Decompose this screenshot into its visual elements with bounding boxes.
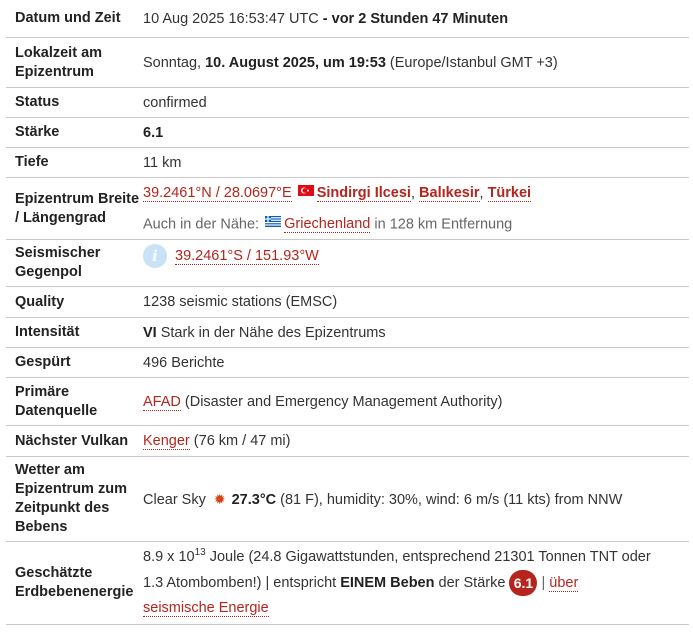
row-quality bbox=[6, 287, 689, 318]
row-energy bbox=[6, 542, 689, 625]
weather-temp: 27.3°C bbox=[231, 491, 277, 508]
info-icon[interactable]: i bbox=[143, 244, 167, 268]
energy-base: 8.9 x 10 bbox=[143, 549, 195, 565]
intensity-level: VI bbox=[143, 324, 157, 341]
label-volcano: Nächster Vulkan bbox=[15, 432, 129, 449]
label-source: Primäre Datenquelle bbox=[15, 383, 98, 419]
earthquake-details-table bbox=[6, 0, 689, 625]
datetime-value: 10 Aug 2025 16:53:47 UTC bbox=[143, 10, 319, 27]
nearby-suffix: in 128 km Entfernung bbox=[374, 215, 513, 232]
datetime-sep: - bbox=[318, 10, 332, 27]
country-link[interactable]: Türkei bbox=[487, 184, 532, 201]
label-magnitude: Stärke bbox=[15, 124, 60, 140]
intensity-text: Stark in der Nähe des Epizentrums bbox=[160, 324, 386, 341]
status-value: confirmed bbox=[143, 94, 207, 111]
energy-pipe: | bbox=[541, 574, 546, 591]
row-intensity bbox=[6, 318, 689, 348]
label-intensity: Intensität bbox=[15, 324, 80, 340]
epicenter-coords-link[interactable]: 39.2461°N / 28.0697°E bbox=[143, 184, 292, 201]
label-quality: Quality bbox=[15, 293, 65, 310]
energy-link-part2[interactable]: seismische Energie bbox=[143, 600, 269, 616]
label-datetime: Datum und Zeit bbox=[15, 10, 121, 26]
magnitude-badge: 6.1 bbox=[509, 570, 537, 596]
label-weather: Wetter am Epizentrum zum Zeitpunkt des Bebens bbox=[15, 462, 127, 535]
weather-sky: Clear Sky bbox=[143, 491, 206, 508]
localtime-tz: (Europe/Istanbul GMT +3) bbox=[389, 54, 558, 71]
energy-line1: Joule (24.8 Gigawattstunden, entsprechend 21301 Tonnen TNT oder bbox=[205, 549, 651, 565]
greece-flag-icon bbox=[265, 209, 281, 238]
source-agency-link[interactable]: AFAD bbox=[143, 393, 181, 410]
localtime-day: Sonntag, bbox=[143, 54, 202, 71]
felt-value: 496 Berichte bbox=[143, 354, 225, 371]
row-epicenter: Epizentrum Breite / Längengrad 39.2461°N / 28.0697°E Sindirgi Ilcesi, Balıkesir, Türkei Auch in der Nähe: Griechenland in 128 km Entfernung bbox=[6, 178, 689, 240]
turkey-flag-icon bbox=[298, 178, 314, 207]
label-epicenter: Epizentrum Breite / Längengrad bbox=[15, 190, 140, 226]
antipode-coords-link[interactable]: 39.2461°S / 151.93°W bbox=[175, 247, 319, 264]
row-weather bbox=[6, 457, 689, 542]
label-localtime: Lokalzeit am Epizentrum bbox=[15, 44, 103, 80]
row-antipode bbox=[6, 240, 689, 287]
row-felt bbox=[6, 348, 689, 378]
localtime-date: 10. August 2025, um 19:53 bbox=[205, 54, 386, 71]
row-magnitude bbox=[6, 118, 689, 148]
label-depth: Tiefe bbox=[15, 154, 49, 170]
depth-value: 11 km bbox=[143, 154, 182, 171]
label-antipode: Seismischer Gegenpol bbox=[15, 245, 101, 280]
energy-line2c: der Stärke bbox=[438, 574, 506, 591]
volcano-link[interactable]: Kenger bbox=[143, 433, 190, 449]
source-agency-full: (Disaster and Emergency Management Authority) bbox=[184, 393, 503, 410]
place-link[interactable]: Sindirgi Ilcesi bbox=[316, 184, 411, 201]
energy-link-part1[interactable]: über bbox=[549, 574, 579, 591]
nearby-prefix: Auch in der Nähe: bbox=[143, 215, 260, 232]
row-datetime bbox=[6, 0, 689, 38]
label-felt: Gespürt bbox=[15, 354, 71, 370]
energy-exponent: 13 bbox=[194, 547, 206, 559]
volcano-distance: (76 km / 47 mi) bbox=[193, 433, 291, 449]
datetime-ago: vor 2 Stunden 47 Minuten bbox=[331, 10, 509, 27]
label-energy: Geschätzte Erdbebenenergie bbox=[15, 565, 134, 600]
energy-line2b: EINEM Beben bbox=[340, 574, 435, 591]
nearby-country-link[interactable]: Griechenland bbox=[284, 215, 371, 232]
sun-icon: ✹ bbox=[213, 490, 226, 507]
row-depth bbox=[6, 148, 689, 178]
row-volcano bbox=[6, 426, 689, 457]
label-status: Status bbox=[15, 94, 60, 110]
energy-line2a: 1.3 Atombomben!) | entspricht bbox=[143, 574, 337, 591]
row-status bbox=[6, 88, 689, 118]
weather-rest: (81 F), humidity: 30%, wind: 6 m/s (11 kts) from NNW bbox=[280, 491, 623, 508]
magnitude-value: 6.1 bbox=[143, 124, 164, 141]
quality-value: 1238 seismic stations (EMSC) bbox=[143, 294, 338, 310]
province-link[interactable]: Balıkesir bbox=[419, 184, 480, 201]
row-source bbox=[6, 378, 689, 426]
row-localtime bbox=[6, 38, 689, 88]
